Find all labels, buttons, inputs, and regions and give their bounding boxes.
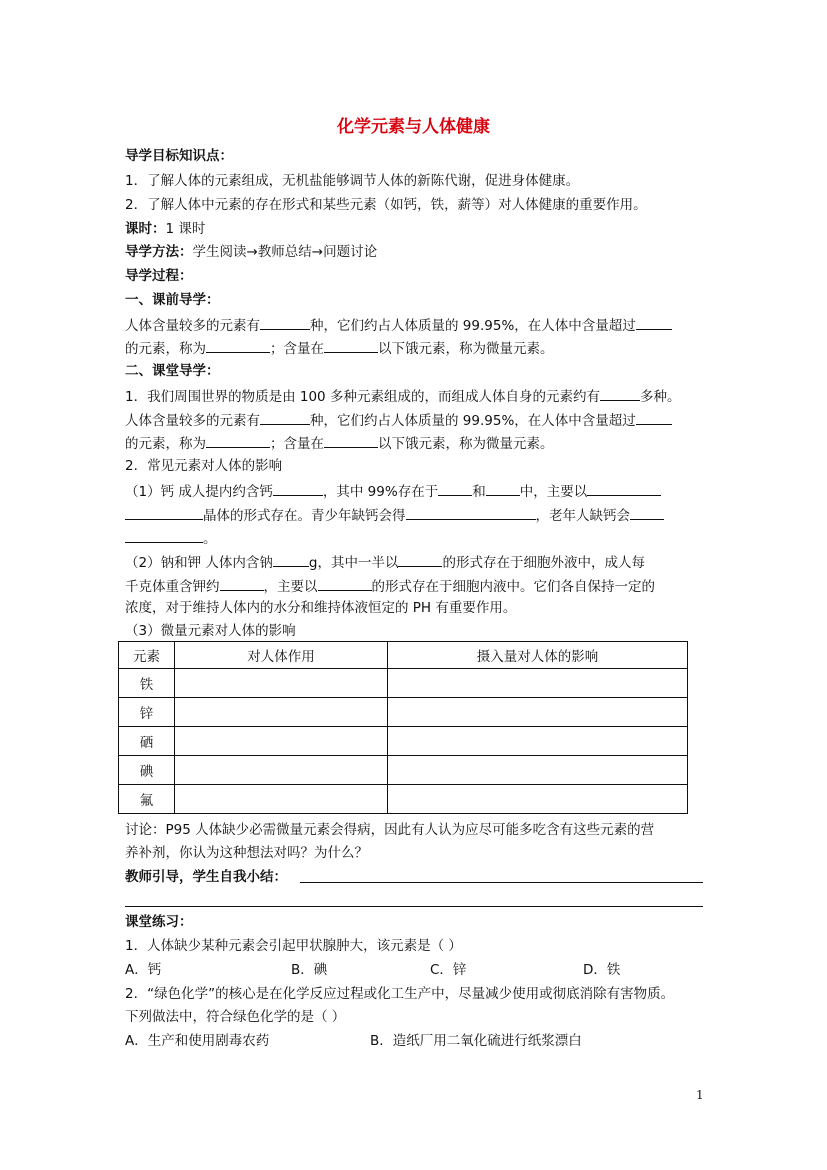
sodium-line-1	[125, 552, 645, 572]
text: 以下饿元素，称为微量元素。	[378, 436, 554, 452]
goals-heading: 导学目标知识点：	[125, 148, 233, 164]
text: （1）钙 成人提内约含钙	[125, 484, 273, 500]
text: 中，主要以	[519, 484, 588, 500]
fill-blank[interactable]	[206, 433, 270, 448]
answer-cell[interactable]	[388, 698, 688, 727]
q1-option-b[interactable]: B．碘	[291, 962, 328, 978]
class-q1	[125, 386, 680, 406]
calcium-line-2	[125, 505, 664, 525]
answer-cell[interactable]	[388, 756, 688, 785]
summary-label: 教师引导，学生自我小结：	[125, 869, 287, 885]
fill-blank[interactable]	[220, 576, 264, 591]
period-label: 课时：	[125, 221, 166, 237]
trace-elements-heading: （3）微量元素对人体的影响	[125, 623, 296, 639]
fill-blank[interactable]	[398, 552, 442, 567]
practice-heading: 课堂练习：	[125, 914, 193, 930]
text: 千克体重含钾约	[125, 579, 220, 595]
answer-cell[interactable]	[388, 669, 688, 698]
period-value: 1 课时	[165, 221, 206, 237]
table-row	[119, 756, 688, 785]
text: ，主要以	[263, 579, 318, 595]
page-number: 1	[696, 1088, 704, 1102]
text: ，其中 99%存在于	[322, 484, 439, 500]
answer-cell[interactable]	[175, 756, 388, 785]
table-header-row	[119, 642, 688, 669]
element-cell: 硒	[119, 727, 175, 756]
element-cell: 碘	[119, 756, 175, 785]
q1-option-d[interactable]: D．铁	[583, 962, 621, 978]
pre-line-1	[125, 315, 672, 335]
fill-blank[interactable]	[318, 576, 372, 591]
text: 人体含量较多的元素有	[125, 318, 260, 334]
sodium-line-2	[125, 576, 655, 596]
element-cell: 锌	[119, 698, 175, 727]
period-line	[125, 220, 205, 238]
method-value: 学生阅读→教师总结→问题讨论	[192, 244, 378, 260]
text: ；含量在	[270, 341, 324, 357]
class-q2: 2．常见元素对人体的影响	[125, 458, 283, 474]
fill-blank[interactable]	[125, 505, 203, 520]
fill-blank[interactable]	[260, 410, 310, 425]
fill-blank[interactable]	[324, 433, 378, 448]
text: 多种。	[639, 389, 681, 405]
fill-blank[interactable]	[406, 505, 536, 520]
fill-blank[interactable]	[636, 410, 672, 425]
text: 的形式存在于细胞外液中，成人每	[442, 555, 645, 571]
text: 的元素，称为	[125, 436, 206, 452]
pre-study-heading: 一、课前导学：	[125, 292, 220, 308]
practice-q2-line-2: 下列做法中，符合绿色化学的是（ ）	[125, 1009, 346, 1025]
answer-cell[interactable]	[175, 669, 388, 698]
fill-blank[interactable]	[587, 481, 661, 496]
summary-answer-line[interactable]	[300, 882, 703, 883]
process-heading: 导学过程：	[125, 268, 193, 284]
answer-cell[interactable]	[175, 785, 388, 814]
answer-cell[interactable]	[175, 727, 388, 756]
trace-elements-table	[118, 641, 688, 814]
text: 。	[203, 531, 217, 547]
text: 种，它们约占人体质量的 99.95%，在人体中含量超过	[310, 413, 636, 429]
text: 晶体的形式存在。青少年缺钙会得	[203, 508, 406, 524]
element-cell: 铁	[119, 669, 175, 698]
fill-blank[interactable]	[125, 528, 203, 543]
divider	[125, 906, 703, 907]
text: 的形式存在于细胞内液中。它们各自保持一定的	[371, 579, 655, 595]
discussion-line-1: 讨论：P95 人体缺少必需微量元素会得病，因此有人认为应尽可能多吃含有这些元素的营	[125, 822, 655, 838]
text: 以下饿元素，称为微量元素。	[378, 341, 554, 357]
text: g，其中一半以	[308, 555, 399, 571]
q1-option-c[interactable]: C．锌	[430, 962, 467, 978]
fill-blank[interactable]	[630, 505, 664, 520]
text: 人体含量较多的元素有	[125, 413, 260, 429]
text: ；含量在	[270, 436, 324, 452]
fill-blank[interactable]	[636, 315, 672, 330]
document-title: 化学元素与人体健康	[337, 117, 490, 137]
fill-blank[interactable]	[206, 338, 270, 353]
practice-q1: 1．人体缺少某种元素会引起甲状腺肿大，该元素是（ ）	[125, 938, 462, 954]
table-row	[119, 669, 688, 698]
goal-item-1: 1．了解人体的元素组成，无机盐能够调节人体的新陈代谢，促进身体健康。	[125, 173, 580, 189]
calcium-line-3	[125, 528, 217, 548]
fill-blank[interactable]	[438, 481, 472, 496]
fill-blank[interactable]	[273, 481, 323, 496]
text: 和	[472, 484, 486, 500]
method-line	[125, 243, 377, 261]
table-header: 摄入量对人体的影响	[388, 642, 688, 669]
element-cell: 氟	[119, 785, 175, 814]
table-row	[119, 727, 688, 756]
text: ，老年人缺钙会	[535, 508, 630, 524]
class-line-1	[125, 410, 672, 430]
answer-cell[interactable]	[388, 785, 688, 814]
q2-option-a[interactable]: A．生产和使用剧毒农药	[125, 1033, 270, 1049]
table-header: 元素	[119, 642, 175, 669]
text: （2）钠和钾 人体内含钠	[125, 555, 273, 571]
practice-q2-line-1: 2．“绿色化学”的核心是在化学反应过程或化工生产中，尽量减少使用或彻底消除有害物质。	[125, 986, 675, 1002]
answer-cell[interactable]	[175, 698, 388, 727]
method-label: 导学方法：	[125, 244, 193, 260]
discussion-line-2: 养补剂，你认为这种想法对吗？为什么？	[125, 845, 368, 861]
table-row	[119, 785, 688, 814]
pre-line-2	[125, 338, 554, 358]
answer-cell[interactable]	[388, 727, 688, 756]
class-study-heading: 二、课堂导学：	[125, 363, 220, 379]
fill-blank[interactable]	[273, 552, 309, 567]
calcium-line-1	[125, 481, 661, 501]
fill-blank[interactable]	[260, 315, 310, 330]
fill-blank[interactable]	[600, 386, 640, 401]
fill-blank[interactable]	[486, 481, 520, 496]
goal-item-2: 2．了解人体中元素的存在形式和某些元素（如钙，铁，薪等）对人体健康的重要作用。	[125, 197, 647, 213]
table-header: 对人体作用	[175, 642, 388, 669]
text: 的元素，称为	[125, 341, 206, 357]
class-line-2	[125, 433, 554, 453]
table-row	[119, 698, 688, 727]
q1-option-a[interactable]: A．钙	[125, 962, 162, 978]
text: 1．我们周围世界的物质是由 100 多种元素组成的，而组成人体自身的元素约有	[125, 389, 600, 405]
text: 种，它们约占人体质量的 99.95%，在人体中含量超过	[310, 318, 636, 334]
q2-option-b[interactable]: B．造纸厂用二氧化硫进行纸浆漂白	[370, 1033, 582, 1049]
fill-blank[interactable]	[324, 338, 378, 353]
sodium-line-3: 浓度，对于维持人体内的水分和维持体液恒定的 PH 有重要作用。	[125, 600, 517, 616]
